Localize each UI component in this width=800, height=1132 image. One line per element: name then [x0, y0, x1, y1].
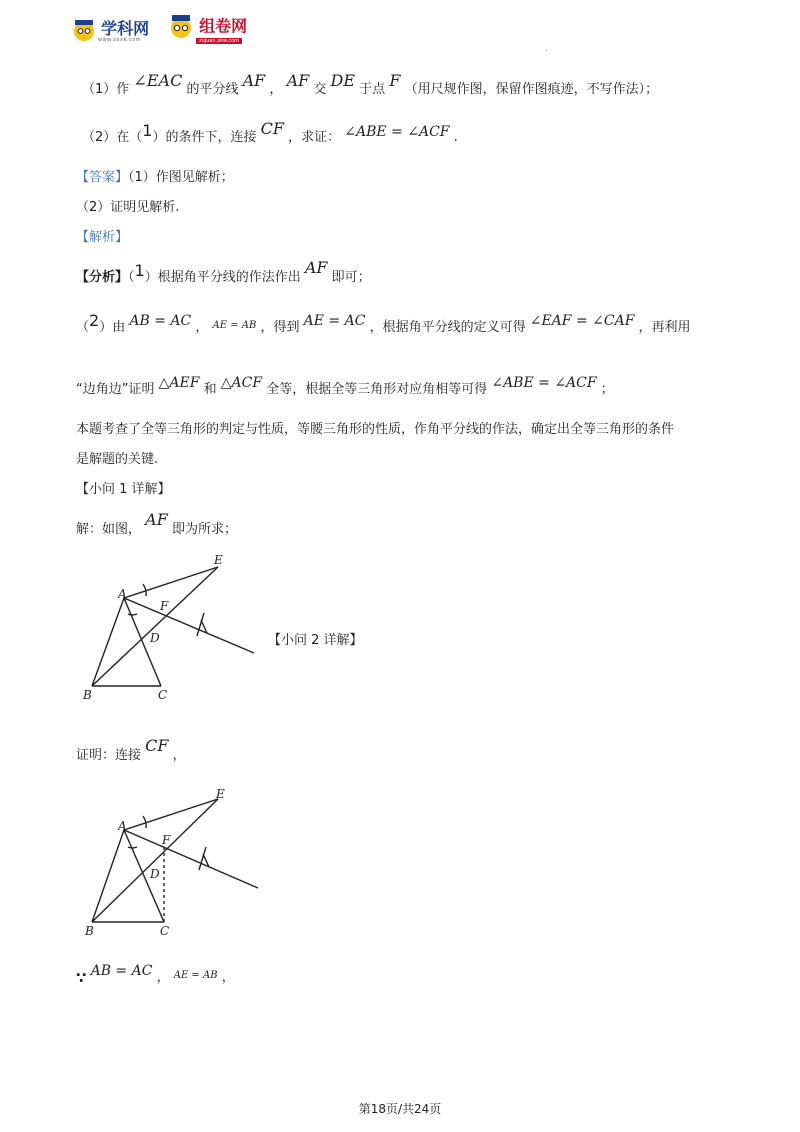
q1-f: F [389, 71, 401, 90]
sub2-tag: 【小问 2 详解】 [268, 633, 363, 648]
l3-he: 和 [203, 382, 217, 397]
l2-p2: ）由 [99, 320, 126, 335]
l3-end: ； [600, 382, 614, 397]
fenxi-p3: 即可； [331, 270, 371, 285]
fig2-line-ab [92, 830, 124, 922]
proof-line [76, 736, 186, 763]
fig2-arc-ae [143, 816, 146, 828]
figure-2 [80, 784, 270, 942]
proof-cf: CF [145, 736, 169, 755]
logo-zujuanwang-text: 组卷网 [199, 16, 248, 36]
l2-p1: （ [76, 320, 90, 335]
header-logo-zujuanwang [168, 12, 247, 42]
fig2-label-e: E [216, 787, 225, 801]
summary-line2: 是解题的关键. [76, 452, 159, 467]
q2-prefix: （2）在（ [82, 130, 143, 145]
proof-p2: ， [172, 748, 186, 763]
figure-1 [80, 552, 270, 708]
q1-jiao: 交 [313, 82, 327, 97]
fenxi-p1: （ [128, 270, 135, 285]
l2-ab-ac: AB = AC [129, 313, 192, 329]
sub1-p2: 即为所求； [171, 522, 237, 537]
fig1-line-ab [92, 598, 124, 686]
l3-eq: ∠ABE = ∠ACF [491, 375, 597, 391]
l3-tri2: △ACF [220, 375, 263, 391]
q2-eq: ∠ABE = ∠ACF [344, 124, 450, 140]
q2-mid: ）的条件下，连接 [152, 130, 257, 145]
fig1-label-a: A [118, 587, 127, 601]
answer-line1 [76, 166, 234, 185]
fig2-label-a: A [118, 819, 127, 833]
fig2-label-f: F [162, 833, 171, 847]
l2-c4: ，再利用 [638, 320, 691, 335]
l2-c2: ，得到 [260, 320, 300, 335]
fenxi-n1: 1 [134, 261, 145, 280]
sub1-p1: 解：如图， [76, 522, 142, 537]
q2-line [82, 119, 458, 145]
q2-num: 1 [142, 121, 153, 140]
zujuanwang-mascot-icon [168, 12, 194, 42]
fig2-line-be [92, 799, 218, 922]
answer-1: （1）作图见解析； [128, 170, 234, 185]
l3-p1: “边角边”证明 [76, 382, 155, 397]
fig2-label-c: C [160, 924, 170, 938]
because-c2: ， [221, 970, 235, 985]
header-logo-xuekewang [72, 16, 149, 42]
l2-c3: ，根据角平分线的定义可得 [369, 320, 526, 335]
analysis-tag: 【解析】 [76, 230, 129, 245]
fenxi-p2: ）根据角平分线的作法作出 [144, 270, 301, 285]
footer-page-number: 第18页/共24页 [358, 1102, 442, 1116]
l3-tri1: △AEF [158, 375, 200, 391]
xuekewang-mascot-icon [72, 18, 96, 42]
q1-af1: AF [242, 71, 266, 90]
l2-ae-ab: AE = AB [212, 320, 257, 331]
logo-xuekewang-text: 学科网 [101, 19, 150, 38]
fig2-line-ae [124, 799, 218, 830]
q1-angle: ∠EAC [133, 71, 183, 90]
because-ae-ab: AE = AB [173, 970, 218, 981]
q1-line [82, 71, 659, 97]
sub1-tag: 【小问 1 详解】 [76, 482, 171, 497]
fig2-label-b: B [85, 924, 94, 938]
q2-mid2: ，求证： [288, 130, 341, 145]
l2-c1: ， [195, 320, 209, 335]
because-symbol: ∵ [76, 969, 87, 987]
fig1-label-b: B [83, 688, 92, 702]
q1-af2: AF [286, 71, 310, 90]
fig1-label-d: D [150, 631, 160, 645]
because-line [76, 963, 235, 987]
sub1-af: AF [145, 510, 168, 529]
q2-cf: CF [260, 119, 284, 138]
fig1-label-c: C [158, 688, 168, 702]
fig1-arc-ac [128, 614, 137, 615]
summary-line1: 本题考查了全等三角形的判定与性质，等腰三角形的性质，作角平分线的作法，确定出全等三角形的条件 [76, 422, 675, 437]
because-ab-ac: AB = AC [90, 963, 153, 979]
fig1-arc-ae [143, 584, 146, 596]
logo-xuekewang-sub: www.zxxk.com [98, 37, 142, 43]
q1-mid1: 的平分线 [186, 82, 239, 97]
fenxi-line [76, 258, 371, 285]
because-c1: ， [156, 970, 170, 985]
fenxi-tag: 【分析】 [76, 270, 129, 285]
q1-de: DE [330, 71, 356, 90]
l2-ae-ac: AE = AC [303, 313, 366, 329]
q1-yu: 于点 [359, 82, 386, 97]
fig1-label-e: E [214, 553, 223, 567]
analysis-line3 [76, 375, 614, 397]
analysis-line2 [76, 311, 691, 335]
l2-eaf: ∠EAF = ∠CAF [529, 313, 635, 329]
header-dot: . [545, 44, 548, 54]
fig1-line-ae [124, 567, 218, 598]
answer-2: （2）证明见解析. [76, 200, 180, 215]
fig1-label-f: F [160, 599, 169, 613]
fig2-label-d: D [150, 867, 160, 881]
fig2-bisector [124, 830, 258, 888]
l2-n2: 2 [89, 311, 100, 330]
q1-tail: （用尺规作图，保留作图痕迹，不写作法）； [404, 82, 659, 97]
proof-p1: 证明：连接 [76, 748, 142, 763]
sub1-line [76, 510, 237, 537]
logo-zujuanwang-sub: zujuan.xkw.com [196, 38, 242, 44]
q2-end: . [453, 130, 458, 145]
answer-tag: 【答案】 [76, 170, 129, 185]
q1-comma: ， [269, 82, 283, 97]
q1-prefix: （1）作 [82, 82, 130, 97]
fig2-arc-ac [128, 847, 137, 848]
l3-p2: 全等，根据全等三角形对应角相等可得 [266, 382, 488, 397]
fenxi-af: AF [304, 258, 328, 277]
fig1-line-be [92, 567, 218, 686]
